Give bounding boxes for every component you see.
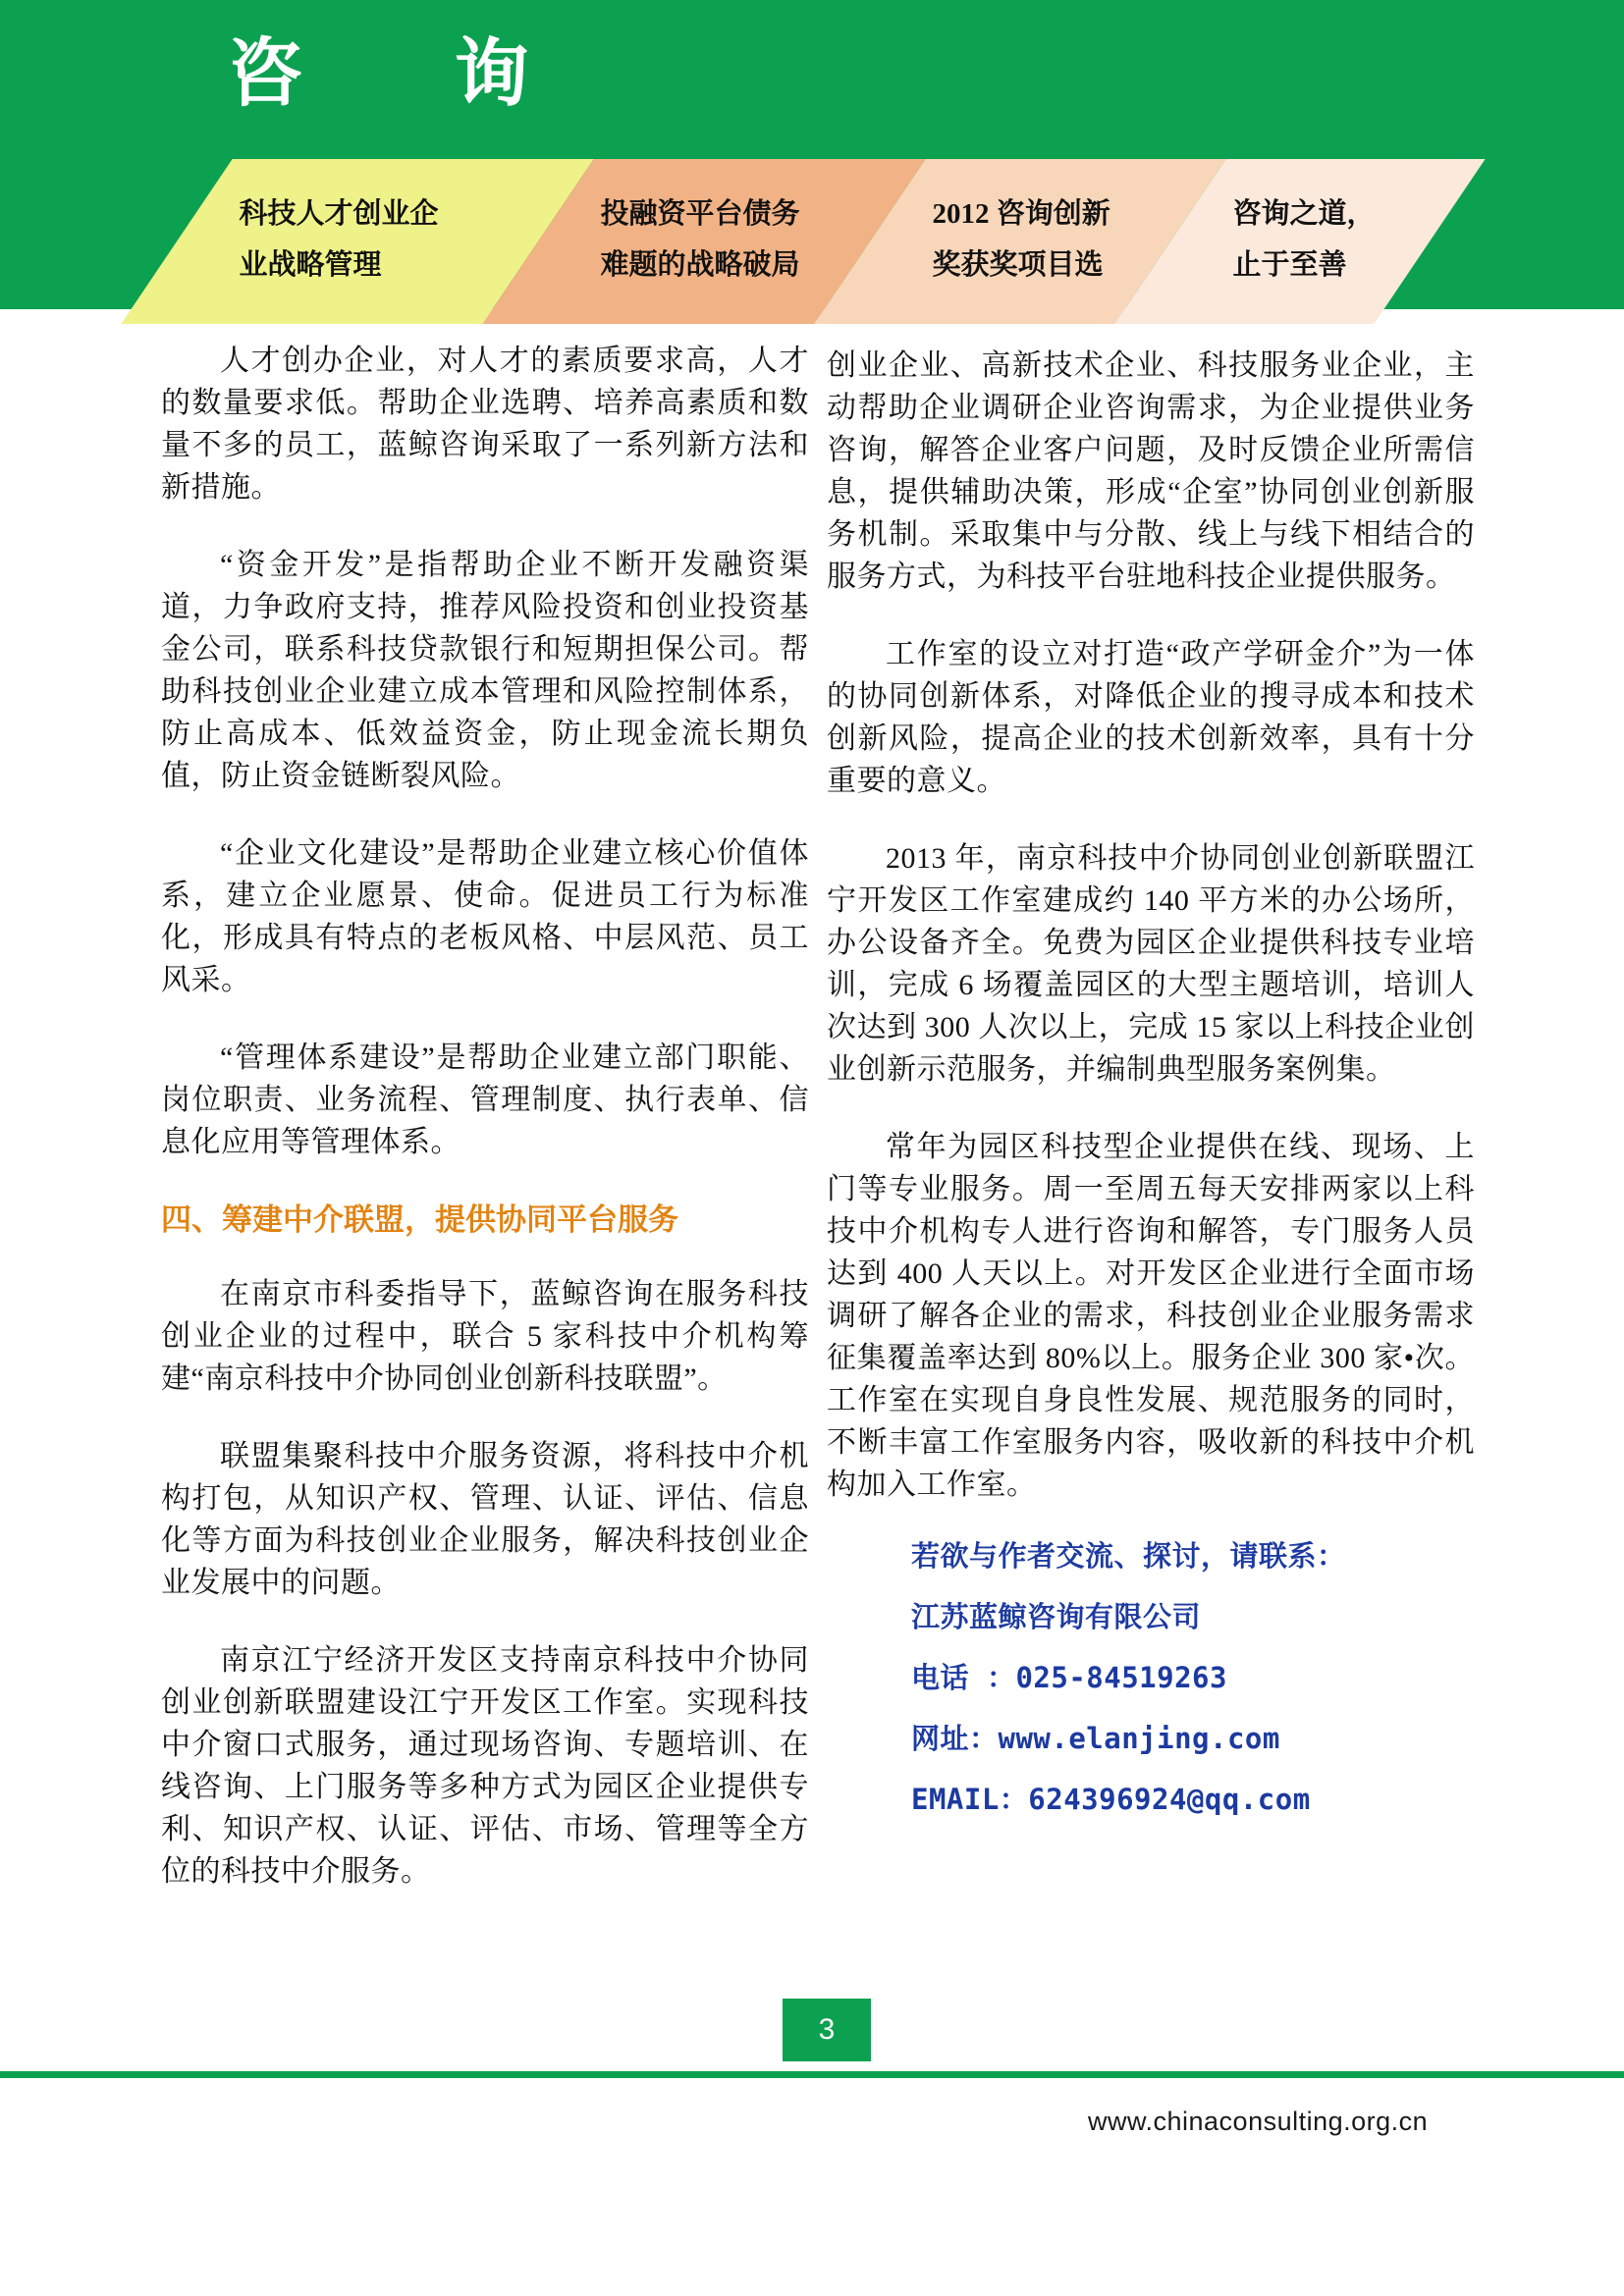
- tab2-label-line1: 投融资平台债务: [600, 198, 800, 230]
- paragraph: 常年为园区科技型企业提供在线、现场、上门等专业服务。周一至周五每天安排两家以上科技中介机构专人进行咨询和解答，专门服务人员达到 400 人天以上。对开发区企业进行全面市场调研了解各企业的需求，科技创业企业服务需求征集覆盖率达到 80%以上。服务企业 300 家•次。工作室在实现自身良性发展、规范服务的同时，不断丰富工作室服务内容，吸收新的科技中介机构加入工作室。: [827, 1131, 1475, 1501]
- paragraph: 联盟集聚科技中介服务资源，将科技中介机构打包，从知识产权、管理、认证、评估、信息化等方面为科技创业企业服务，解决科技创业企业发展中的问题。: [161, 1440, 809, 1599]
- contact-phone: 电话 ：025-84519263: [911, 1661, 1227, 1694]
- tab4-label-line1: 咨询之道，: [1232, 198, 1376, 230]
- contact-email: EMAIL：624396924@qq.com: [911, 1783, 1311, 1816]
- footer-website: www.chinaconsulting.org.cn: [1088, 2107, 1429, 2136]
- left-column: [161, 340, 809, 1928]
- tab1-label-line2: 业战略管理: [239, 249, 382, 281]
- paragraph: “管理体系建设”是帮助企业建立部门职能、岗位职责、业务流程、管理制度、执行表单、信息化应用等管理体系。: [161, 1041, 809, 1158]
- paragraph: 南京江宁经济开发区支持南京科技中介协同创业创新联盟建设江宁开发区工作室。实现科技中介窗口式服务，通过现场咨询、专题培训、在线咨询、上门服务等多种方式为园区企业提供专利、知识产权、认证、评估、市场、管理等全方位的科技中介服务。: [161, 1644, 809, 1888]
- section-heading-four: 四、筹建中介联盟，提供协同平台服务: [161, 1202, 678, 1237]
- page-number-badge: [783, 1999, 871, 2061]
- footer-rule: [0, 2071, 1624, 2078]
- tab3-label-line2: 奖获奖项目选: [932, 249, 1104, 281]
- tab2-label-line2: 难题的战略破局: [600, 249, 800, 281]
- contact-company: 江苏蓝鲸咨询有限公司: [911, 1600, 1202, 1633]
- contact-block: [911, 1541, 1475, 1814]
- paragraph: 工作室的设立对打造“政产学研金介”为一体的协同创新体系，对降低企业的搜寻成本和技术创新风险，提高企业的技术创新效率，具有十分重要的意义。: [827, 638, 1475, 797]
- paragraph: 在南京市科委指导下，蓝鲸咨询在服务科技创业企业的过程中，联合 5 家科技中介机构筹建“南京科技中介协同创业创新科技联盟”。: [161, 1278, 809, 1395]
- tab4-label-line2: 止于至善: [1232, 249, 1347, 281]
- tab1-label-line1: 科技人才创业企: [239, 198, 439, 230]
- paragraph: 2013 年，南京科技中介协同创业创新联盟江宁开发区工作室建成约 140 平方米的办公场所，办公设备齐全。免费为园区企业提供科技专业培训，完成 6 场覆盖园区的大型主题培训，培训人次达到 300 人次以上，完成 15 家以上科技企业创业创新示范服务，并编制典型服务案例集。: [827, 842, 1475, 1086]
- paragraph: 人才创办企业，对人才的素质要求高，人才的数量要求低。帮助企业选聘、培养高素质和数量不多的员工，蓝鲸咨询采取了一系列新方法和新措施。: [161, 345, 809, 504]
- paragraph: 创业企业、高新技术企业、科技服务业企业，主动帮助企业调研企业咨询需求，为企业提供业务咨询，解答企业客户问题，及时反馈企业所需信息，提供辅助决策，形成“企室”协同创业创新服务机制。采取集中与分散、线上与线下相结合的服务方式，为科技平台驻地科技企业提供服务。: [827, 349, 1475, 593]
- paragraph: “资金开发”是指帮助企业不断开发融资渠道，力争政府支持，推荐风险投资和创业投资基金公司，联系科技贷款银行和短期担保公司。帮助科技创业企业建立成本管理和风险控制体系，防止高成本、低效益资金，防止现金流长期负值，防止资金链断裂风险。: [161, 549, 809, 792]
- paragraph: “企业文化建设”是帮助企业建立核心价值体系，建立企业愿景、使命。促进员工行为标准化，形成具有特点的老板风格、中层风范、员工风采。: [161, 837, 809, 996]
- tab3-label-line1: 2012 咨询创新: [932, 198, 1110, 230]
- contact-intro: 若欲与作者交流、探讨，请联系：: [911, 1539, 1346, 1573]
- right-column: [827, 345, 1475, 1845]
- contact-website: 网址：www.elanjing.com: [911, 1722, 1280, 1755]
- masthead-title: 咨 询: [228, 29, 592, 117]
- page-number: 3: [818, 2013, 836, 2046]
